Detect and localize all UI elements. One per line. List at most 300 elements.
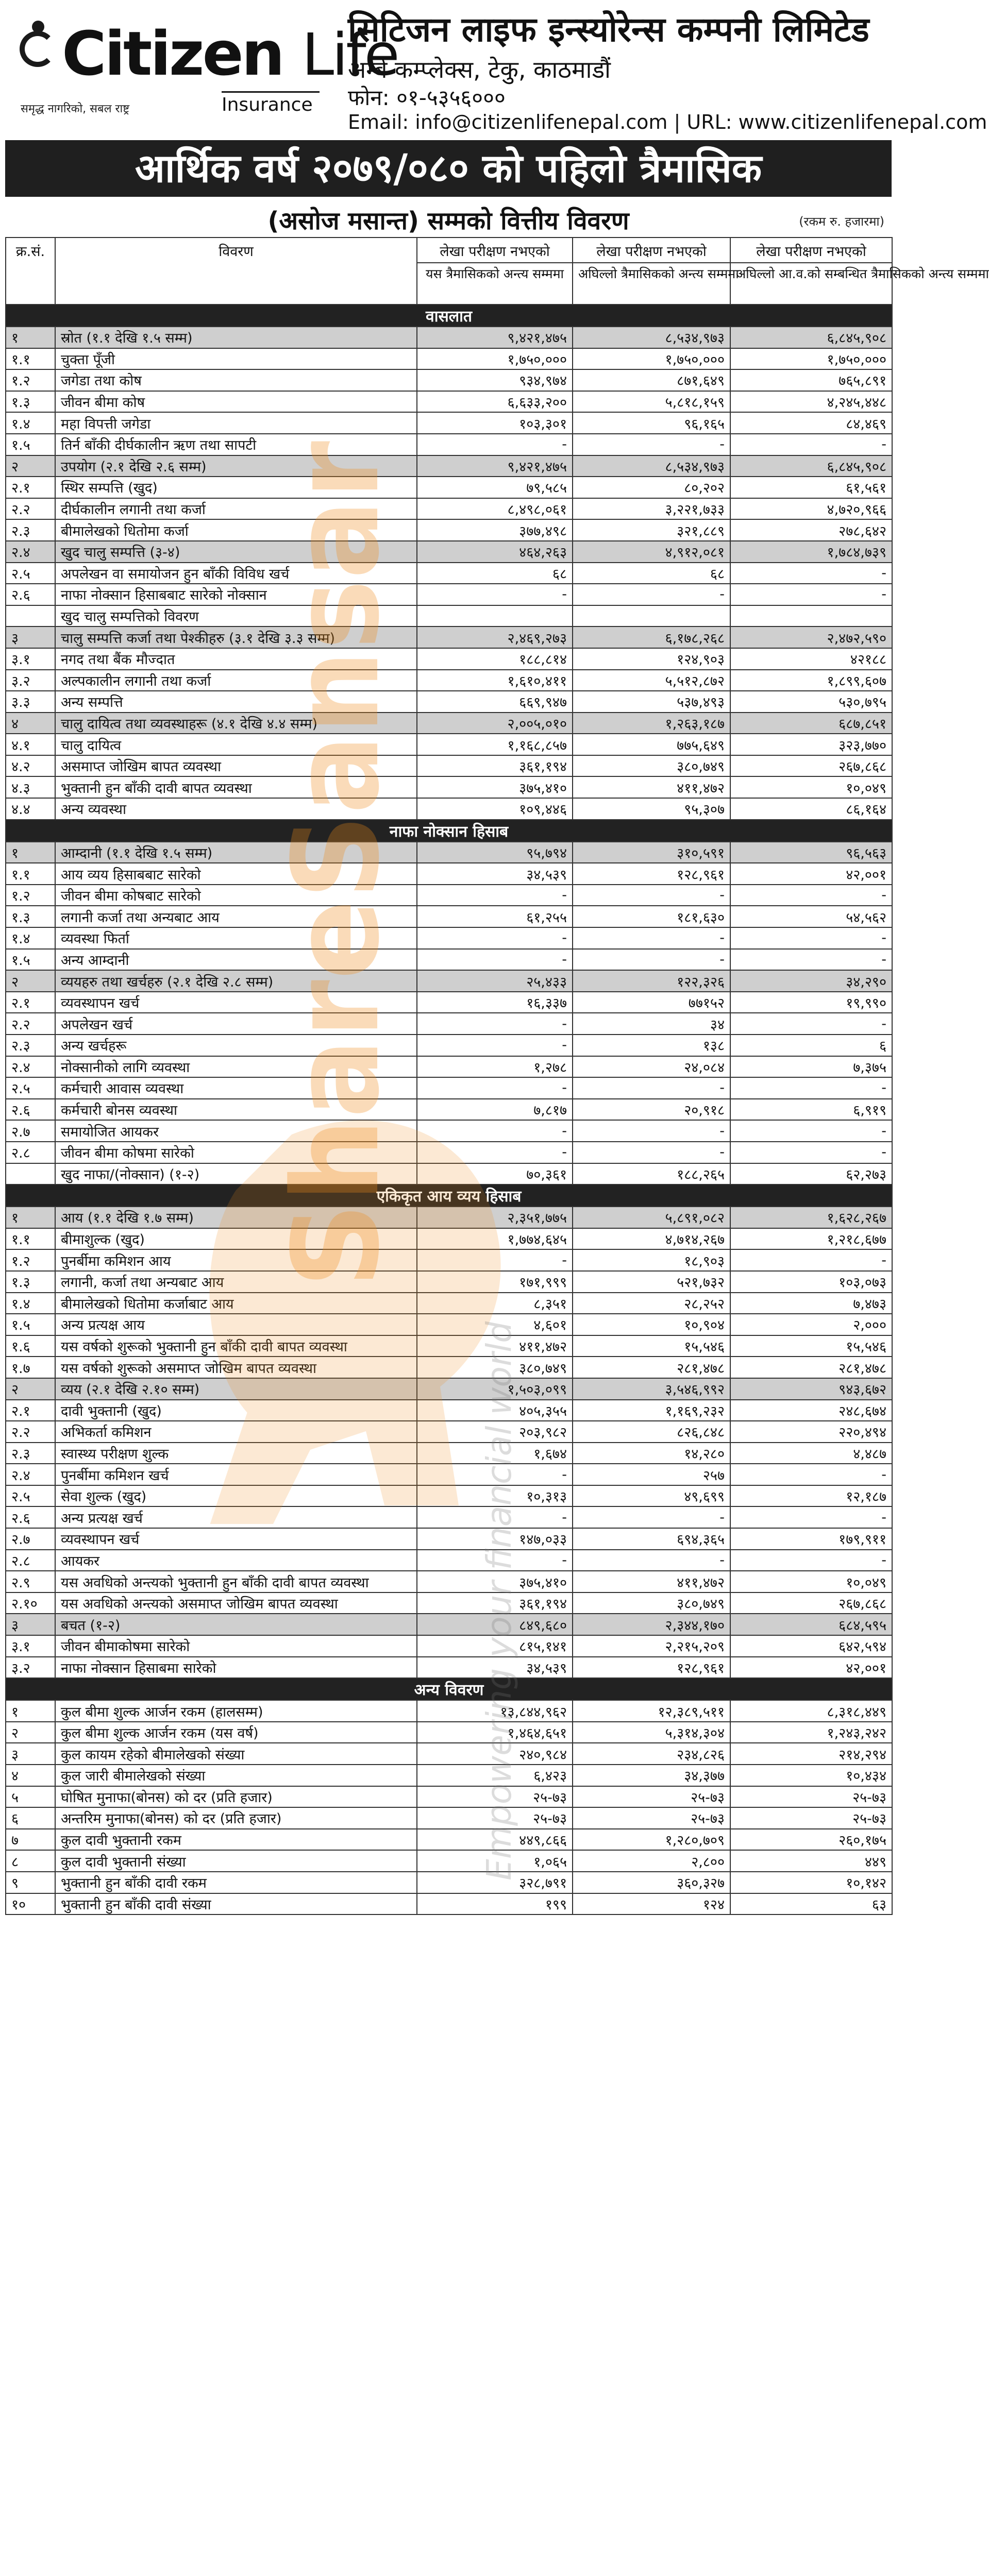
row-value-previous: २८१,४७८: [573, 1357, 730, 1378]
company-name: सिटिजन लाइफ इन्स्योरेन्स कम्पनी लिमिटेड: [348, 10, 869, 49]
table-row: [6, 1829, 892, 1851]
row-value-current: -: [417, 885, 573, 906]
row-value-current: -: [417, 927, 573, 949]
row-value-last-year: -: [730, 1464, 892, 1485]
table-row: [6, 541, 892, 563]
table-row: [6, 648, 892, 670]
row-value-last-year: ६,९१९: [730, 1099, 892, 1121]
row-description: स्वास्थ्य परीक्षण शुल्क: [55, 1443, 417, 1464]
row-value-current: -: [417, 1013, 573, 1035]
row-value-last-year: ७६५,८९१: [730, 369, 892, 391]
row-value-previous: -: [573, 1120, 730, 1142]
row-value-last-year: ५४,५६२: [730, 906, 892, 927]
row-value-last-year: १,६२८,२६७: [730, 1207, 892, 1228]
row-value-previous: -: [573, 434, 730, 455]
row-value-current: ३२८,७९१: [417, 1872, 573, 1893]
row-value-current: २५-७३: [417, 1807, 573, 1829]
logo-tagline: समृद्ध नागरिको, सबल राष्ट्र: [21, 103, 130, 115]
table-row: [6, 713, 892, 734]
row-value-last-year: ४,२४५,४४८: [730, 391, 892, 413]
column-header-last-year: [730, 238, 989, 304]
row-sn: ४: [6, 1765, 55, 1786]
row-description: बीमाशुल्क (खुद): [55, 1228, 417, 1250]
row-description: बीमालेखको धितोमा कर्जा: [55, 519, 417, 541]
row-description: अन्य खर्चहरू: [55, 1035, 417, 1056]
row-sn: ३.१: [6, 1635, 55, 1657]
row-value-last-year: २२०,४९४: [730, 1421, 892, 1443]
row-value-current: १,१६८,८५७: [417, 734, 573, 755]
row-description: व्यवस्थापन खर्च: [55, 992, 417, 1013]
row-value-last-year: ६,८४५,९०८: [730, 455, 892, 477]
row-value-previous: २५-७३: [573, 1807, 730, 1829]
row-value-last-year: -: [730, 1142, 892, 1163]
row-value-previous: २४,०८४: [573, 1056, 730, 1078]
logo-mark-icon: [20, 31, 56, 67]
row-sn: २.२: [6, 498, 55, 520]
section-title: अन्य विवरण: [6, 1678, 892, 1700]
row-value-last-year: ६२,२७३: [730, 1163, 892, 1185]
row-sn: १.१: [6, 348, 55, 370]
row-sn: १.३: [6, 391, 55, 413]
row-sn: २.१: [6, 477, 55, 498]
table-row: [6, 1528, 892, 1550]
row-value-last-year: -: [730, 434, 892, 455]
table-row: [6, 519, 892, 541]
row-value-current: ७९,५८५: [417, 477, 573, 498]
row-value-previous: ५,५१२,८७२: [573, 670, 730, 691]
row-description: अल्पकालीन लगानी तथा कर्जा: [55, 670, 417, 691]
row-value-last-year: १९,९९०: [730, 992, 892, 1013]
row-description: आय (१.१ देखि १.७ सम्म): [55, 1207, 417, 1228]
table-row: [6, 1571, 892, 1592]
column-header-last-year-main: लेखा परीक्षण नभएको: [731, 241, 892, 263]
row-value-previous: -: [573, 949, 730, 971]
table-row: [6, 327, 892, 348]
row-value-current: [417, 605, 573, 627]
row-sn: १.५: [6, 1314, 55, 1335]
row-sn: २.४: [6, 1056, 55, 1078]
column-header-desc: विवरण: [55, 238, 417, 304]
row-value-previous: २३४,८२६: [573, 1743, 730, 1765]
row-value-current: १३,८४४,९६२: [417, 1700, 573, 1722]
table-row: [6, 1592, 892, 1614]
row-value-previous: ६,१७८,२६८: [573, 626, 730, 648]
row-value-current: -: [417, 1077, 573, 1099]
row-sn: १.५: [6, 949, 55, 971]
row-value-last-year: -: [730, 584, 892, 605]
row-sn: २.८: [6, 1142, 55, 1163]
table-row: [6, 563, 892, 584]
row-sn: ५: [6, 1786, 55, 1808]
row-value-previous: -: [573, 1077, 730, 1099]
row-value-previous: ३४: [573, 1013, 730, 1035]
table-row: [6, 1035, 892, 1056]
table-row: [6, 992, 892, 1013]
table-row: [6, 1335, 892, 1357]
row-value-current: -: [417, 1120, 573, 1142]
row-description: बीमालेखको धितोमा कर्जाबाट आय: [55, 1293, 417, 1314]
table-row: [6, 1120, 892, 1142]
row-description: भुक्तानी हुन बाँकी दावी रकम: [55, 1872, 417, 1893]
row-value-current: ४११,४७२: [417, 1335, 573, 1357]
row-sn: १.२: [6, 369, 55, 391]
logo-insurance: Insurance: [222, 94, 313, 115]
row-sn: ३.२: [6, 1657, 55, 1679]
row-value-last-year: -: [730, 885, 892, 906]
row-value-last-year: -: [730, 1013, 892, 1035]
row-value-current: २५-७३: [417, 1786, 573, 1808]
row-value-previous: १२८,९६१: [573, 863, 730, 885]
row-value-previous: १२४: [573, 1893, 730, 1915]
row-value-previous: ४११,४७२: [573, 776, 730, 798]
row-sn: १: [6, 327, 55, 348]
table-row: [6, 412, 892, 434]
row-value-current: -: [417, 1550, 573, 1571]
row-value-previous: -: [573, 1550, 730, 1571]
section-header-row: [6, 1184, 892, 1207]
row-value-last-year: ४,४८७: [730, 1443, 892, 1464]
row-sn: १.४: [6, 412, 55, 434]
row-sn: ३.३: [6, 691, 55, 713]
row-value-current: १,४६४,६५१: [417, 1722, 573, 1743]
row-sn: ७: [6, 1829, 55, 1851]
table-row: [6, 1550, 892, 1571]
row-value-last-year: -: [730, 563, 892, 584]
row-sn: २.४: [6, 1464, 55, 1485]
row-sn: २.९: [6, 1571, 55, 1592]
table-row: [6, 863, 892, 885]
row-value-previous: [573, 605, 730, 627]
row-value-last-year: ६३: [730, 1893, 892, 1915]
row-value-current: -: [417, 584, 573, 605]
row-sn: १.६: [6, 1335, 55, 1357]
row-sn: [6, 605, 55, 627]
row-value-previous: १८,९०३: [573, 1249, 730, 1271]
table-row: [6, 1850, 892, 1872]
table-row: [6, 369, 892, 391]
row-value-last-year: ४४९: [730, 1850, 892, 1872]
row-description: नोक्सानीको लागि व्यवस्था: [55, 1056, 417, 1078]
row-value-current: -: [417, 1142, 573, 1163]
row-value-current: ३८०,७४९: [417, 1357, 573, 1378]
row-value-previous: -: [573, 1142, 730, 1163]
row-description: दीर्घकालीन लगानी तथा कर्जा: [55, 498, 417, 520]
table-row: [6, 1228, 892, 1250]
row-value-last-year: -: [730, 1506, 892, 1528]
row-value-last-year: ६८७,८५१: [730, 713, 892, 734]
table-row: [6, 1893, 892, 1915]
row-description: अपलेखन वा समायोजन हुन बाँकी विविध खर्च: [55, 563, 417, 584]
row-value-current: ४,६०१: [417, 1314, 573, 1335]
row-description: नाफा नोक्सान हिसाबमा सारेको: [55, 1657, 417, 1679]
row-value-last-year: -: [730, 1077, 892, 1099]
row-description: कर्मचारी आवास व्यवस्था: [55, 1077, 417, 1099]
row-sn: १.३: [6, 906, 55, 927]
row-value-previous: ९६,१६५: [573, 412, 730, 434]
row-value-last-year: १,२४३,२४२: [730, 1722, 892, 1743]
column-header-current: [417, 238, 573, 304]
column-header-current-sub: यस त्रैमासिकको अन्त्य सम्ममा: [425, 266, 564, 281]
row-description: अन्य प्रत्यक्ष आय: [55, 1314, 417, 1335]
row-value-current: २४०,९८४: [417, 1743, 573, 1765]
table-header-row: [6, 238, 892, 304]
row-value-last-year: -: [730, 949, 892, 971]
table-row: [6, 1464, 892, 1485]
row-value-current: ३६१,१९४: [417, 1592, 573, 1614]
row-value-last-year: १५,५४६: [730, 1335, 892, 1357]
row-value-current: ८,३५१: [417, 1293, 573, 1314]
row-value-last-year: ९४३,६७२: [730, 1378, 892, 1400]
row-value-current: ४०५,३५५: [417, 1400, 573, 1421]
row-value-last-year: ६१,५६१: [730, 477, 892, 498]
row-description: आयकर: [55, 1550, 417, 1571]
row-value-last-year: २,०००: [730, 1314, 892, 1335]
row-sn: २.१०: [6, 1592, 55, 1614]
column-header-previous-main: लेखा परीक्षण नभएको: [573, 241, 730, 263]
row-value-current: ९५,७९४: [417, 842, 573, 863]
row-value-current: १८८,८१४: [417, 648, 573, 670]
row-value-current: ८१५,१४१: [417, 1635, 573, 1657]
row-value-previous: २,३४४,१७०: [573, 1614, 730, 1635]
row-sn: २: [6, 1722, 55, 1743]
row-value-previous: ३१०,५९१: [573, 842, 730, 863]
row-value-previous: -: [573, 885, 730, 906]
row-description: अन्य सम्पत्ति: [55, 691, 417, 713]
row-value-current: ३४,५३९: [417, 863, 573, 885]
row-sn: ३: [6, 626, 55, 648]
logo-main: Citizen: [62, 18, 283, 89]
row-value-previous: १२२,३२६: [573, 970, 730, 992]
column-header-sn: क्र.सं.: [6, 238, 55, 304]
row-value-last-year: २६७,८६८: [730, 1592, 892, 1614]
table-row: [6, 734, 892, 755]
row-value-previous: १५,५४६: [573, 1335, 730, 1357]
table-row: [6, 1293, 892, 1314]
row-value-last-year: २१४,२९४: [730, 1743, 892, 1765]
row-value-last-year: २,४७२,५९०: [730, 626, 892, 648]
row-sn: २: [6, 1378, 55, 1400]
row-sn: १.५: [6, 434, 55, 455]
row-value-current: ४४९,८६६: [417, 1829, 573, 1851]
table-row: [6, 1807, 892, 1829]
row-sn: २.६: [6, 1099, 55, 1121]
row-value-previous: ३८०,७४९: [573, 1592, 730, 1614]
table-row: [6, 949, 892, 971]
subtitle-row: [5, 204, 892, 234]
row-value-previous: ८२६,८४८: [573, 1421, 730, 1443]
company-phone: फोन: ०१-५३५६०००: [348, 85, 506, 110]
company-web-text[interactable]: Email: info@citizenlifenepal.com | URL: www.citizenlifenepal.com: [348, 111, 987, 133]
row-value-current: २,३५१,७७५: [417, 1207, 573, 1228]
row-description: अन्तरिम मुनाफा(बोनस) को दर (प्रति हजार): [55, 1807, 417, 1829]
table-row: [6, 1378, 892, 1400]
row-value-current: ६,४२३: [417, 1765, 573, 1786]
table-row: [6, 1056, 892, 1078]
table-row: [6, 885, 892, 906]
row-sn: १.७: [6, 1357, 55, 1378]
row-value-last-year: ६: [730, 1035, 892, 1056]
table-row: [6, 477, 892, 498]
row-description: आम्दानी (१.१ देखि १.५ सम्म): [55, 842, 417, 863]
row-value-current: ६८: [417, 563, 573, 584]
row-value-current: ८,४९८,०६१: [417, 498, 573, 520]
row-value-previous: ६८: [573, 563, 730, 584]
row-sn: १: [6, 842, 55, 863]
row-value-current: ६,६३३,२००: [417, 391, 573, 413]
company-web[interactable]: [348, 111, 987, 133]
row-value-current: -: [417, 1035, 573, 1056]
section-title: नाफा नोक्सान हिसाब: [6, 820, 892, 842]
row-sn: ६: [6, 1807, 55, 1829]
row-sn: ३.१: [6, 648, 55, 670]
row-value-last-year: ९६,५६३: [730, 842, 892, 863]
row-sn: १: [6, 1207, 55, 1228]
table-row: [6, 1765, 892, 1786]
watermark-tagline: Empowering your financial world: [479, 1321, 519, 1880]
row-value-previous: ७७५,६४९: [573, 734, 730, 755]
row-description: जीवन बीमाकोषमा सारेको: [55, 1635, 417, 1657]
row-value-previous: ८,५३४,९७३: [573, 327, 730, 348]
table-row: [6, 755, 892, 777]
section-header-row: [6, 1678, 892, 1700]
row-value-previous: ६९४,३६५: [573, 1528, 730, 1550]
row-value-current: १०३,३०१: [417, 412, 573, 434]
table-row: [6, 1421, 892, 1443]
row-value-last-year: ३४,२९०: [730, 970, 892, 992]
table-row: [6, 1657, 892, 1679]
row-value-previous: ४,७१४,२६७: [573, 1228, 730, 1250]
table-row: [6, 1872, 892, 1893]
table-row: [6, 584, 892, 605]
row-value-previous: ३६०,३२७: [573, 1872, 730, 1893]
row-value-previous: २५-७३: [573, 1786, 730, 1808]
row-description: समायोजित आयकर: [55, 1120, 417, 1142]
company-address: अम्बे कम्प्लेक्स, टेकु, काठमाडौं: [348, 56, 611, 83]
row-value-current: १०९,४४६: [417, 798, 573, 820]
row-description: भुक्तानी हुन बाँकी दावी संख्या: [55, 1893, 417, 1915]
row-sn: २.२: [6, 1013, 55, 1035]
row-value-current: ७०,३६१: [417, 1163, 573, 1185]
row-value-previous: ४,९१२,०८१: [573, 541, 730, 563]
row-sn: १.२: [6, 1249, 55, 1271]
section-title: एकिकृत आय व्यय हिसाब: [6, 1184, 892, 1207]
row-value-current: १७१,९९९: [417, 1271, 573, 1293]
row-description: कुल दावी भुक्तानी संख्या: [55, 1850, 417, 1872]
row-description: भुक्तानी हुन बाँकी दावी बापत व्यवस्था: [55, 776, 417, 798]
row-value-last-year: ५३०,७९५: [730, 691, 892, 713]
row-sn: २.८: [6, 1550, 55, 1571]
row-description: पुनर्बीमा कमिशन आय: [55, 1249, 417, 1271]
row-value-previous: १२८,९६१: [573, 1657, 730, 1679]
table-row: [6, 970, 892, 992]
table-row: [6, 691, 892, 713]
row-value-last-year: २६०,१७५: [730, 1829, 892, 1851]
row-sn: २.१: [6, 992, 55, 1013]
row-description: आय व्यय हिसाबबाट सारेको: [55, 863, 417, 885]
row-value-previous: २०,९१८: [573, 1099, 730, 1121]
row-description: घोषित मुनाफा(बोनस) को दर (प्रति हजार): [55, 1786, 417, 1808]
row-value-last-year: १७९,९११: [730, 1528, 892, 1550]
row-value-last-year: ६,८४५,९०८: [730, 327, 892, 348]
row-sn: ३.२: [6, 670, 55, 691]
row-value-last-year: १०३,०७३: [730, 1271, 892, 1293]
row-sn: २.७: [6, 1528, 55, 1550]
header: [5, 3, 987, 137]
row-value-previous: १३८: [573, 1035, 730, 1056]
table-row: [6, 1443, 892, 1464]
row-description: कुल कायम रहेको बीमालेखको संख्या: [55, 1743, 417, 1765]
row-description: दावी भुक्तानी (खुद): [55, 1400, 417, 1421]
logo-divider: [222, 91, 320, 93]
row-sn: २.३: [6, 519, 55, 541]
row-value-previous: १,७५०,०००: [573, 348, 730, 370]
table-row: [6, 1614, 892, 1635]
row-value-previous: १०,९०४: [573, 1314, 730, 1335]
row-value-previous: १४,२८०: [573, 1443, 730, 1464]
row-value-previous: ५३७,४९३: [573, 691, 730, 713]
row-value-previous: ३,५४६,९९२: [573, 1378, 730, 1400]
row-description: पुनर्बीमा कमिशन खर्च: [55, 1464, 417, 1485]
row-sn: ४.२: [6, 755, 55, 777]
row-description: स्थिर सम्पत्ति (खुद): [55, 477, 417, 498]
table-row: [6, 1163, 892, 1185]
row-value-last-year: -: [730, 1120, 892, 1142]
row-value-current: ३७५,४१०: [417, 1571, 573, 1592]
table-row: [6, 434, 892, 455]
row-value-last-year: १,७५०,०००: [730, 348, 892, 370]
row-sn: २.५: [6, 1077, 55, 1099]
row-sn: ८: [6, 1850, 55, 1872]
row-value-previous: १,१६९,२३२: [573, 1400, 730, 1421]
column-header-previous-sub: अघिल्लो त्रैमासिकको अन्त्य सम्ममा: [578, 266, 739, 281]
row-value-current: ६६९,९४७: [417, 691, 573, 713]
row-value-last-year: ६४२,५९४: [730, 1635, 892, 1657]
row-value-current: -: [417, 1506, 573, 1528]
table-row: [6, 626, 892, 648]
table-row: [6, 927, 892, 949]
row-sn: २.६: [6, 584, 55, 605]
row-description: खुद चालु सम्पत्तिको विवरण: [55, 605, 417, 627]
row-description: चालु सम्पत्ति कर्जा तथा पेश्कीहरु (३.१ देखि ३.३ सम्म): [55, 626, 417, 648]
row-value-current: १,६१०,४११: [417, 670, 573, 691]
row-sn: १.१: [6, 863, 55, 885]
table-row: [6, 455, 892, 477]
row-sn: ४.३: [6, 776, 55, 798]
row-description: यस वर्षको शुरूको भुक्तानी हुन बाँकी दावी बापत व्यवस्था: [55, 1335, 417, 1357]
row-sn: २.३: [6, 1443, 55, 1464]
row-value-previous: ७७१५२: [573, 992, 730, 1013]
row-value-current: १,०६५: [417, 1850, 573, 1872]
row-value-current: २,००५,०१०: [417, 713, 573, 734]
row-value-last-year: -: [730, 1550, 892, 1571]
table-row: [6, 1506, 892, 1528]
row-value-current: ४६४,२६३: [417, 541, 573, 563]
row-value-last-year: ७,३७५: [730, 1056, 892, 1078]
row-value-current: ७,८१७: [417, 1099, 573, 1121]
row-value-current: ६१,२५५: [417, 906, 573, 927]
table-row: [6, 1786, 892, 1808]
row-description: असमाप्त जोखिम बापत व्यवस्था: [55, 755, 417, 777]
row-value-last-year: १०,०४९: [730, 1571, 892, 1592]
row-description: जीवन बीमा कोष: [55, 391, 417, 413]
row-value-previous: २,२१५,२०९: [573, 1635, 730, 1657]
row-description: अन्य व्यवस्था: [55, 798, 417, 820]
row-value-last-year: १०,४३४: [730, 1765, 892, 1786]
row-value-last-year: ८६,१६४: [730, 798, 892, 820]
row-sn: ४: [6, 713, 55, 734]
row-description: कुल बीमा शुल्क आर्जन रकम (यस वर्ष): [55, 1722, 417, 1743]
row-description: नाफा नोक्सान हिसाबबाट सारेको नोक्सान: [55, 584, 417, 605]
